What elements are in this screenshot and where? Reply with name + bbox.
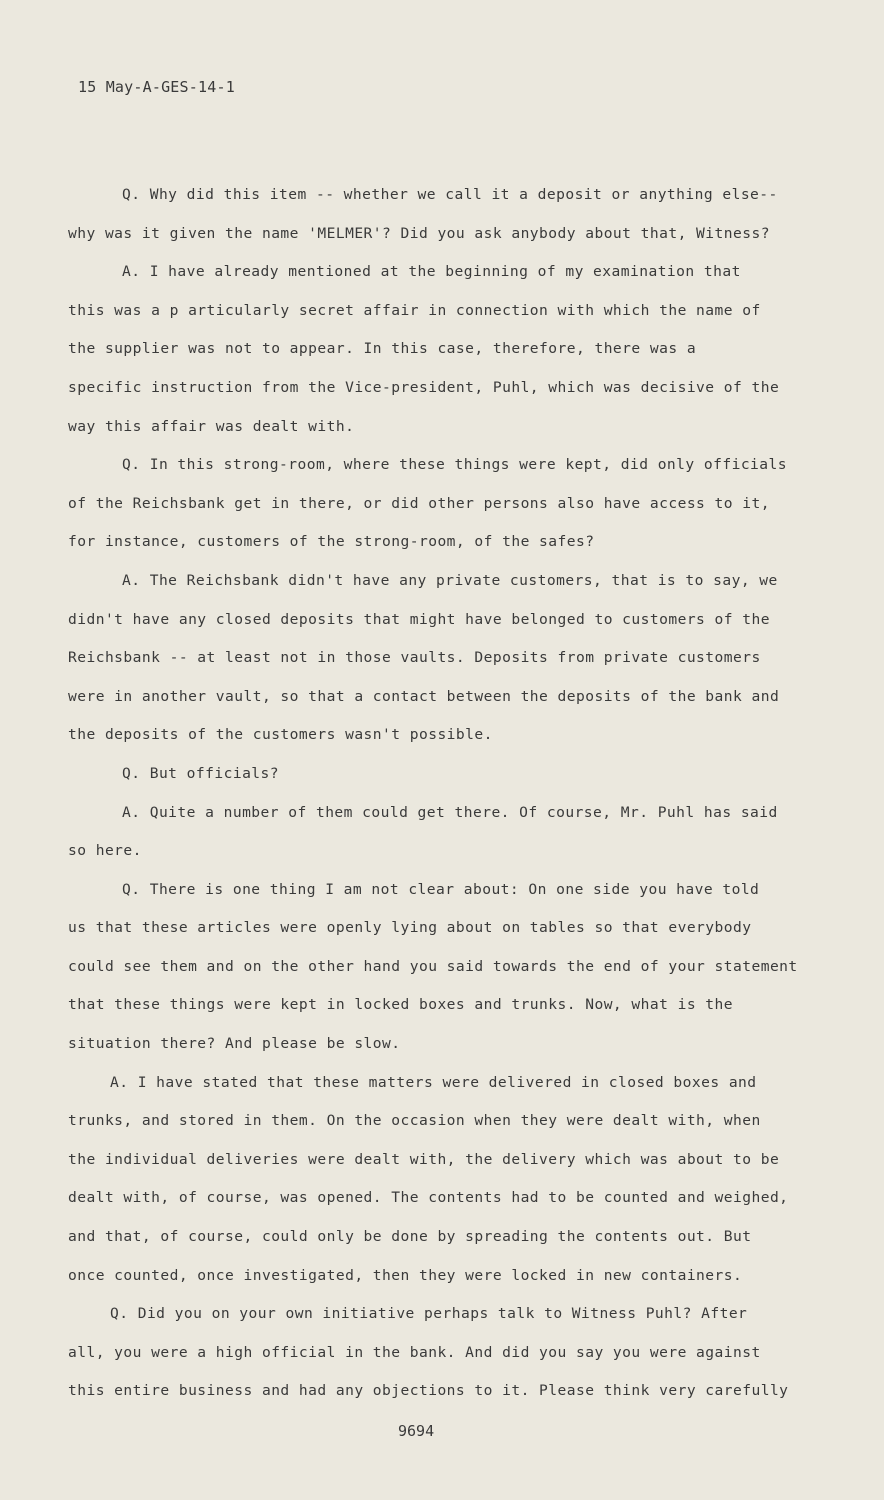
- text-line: A. I have already mentioned at the beginning of my examination that: [122, 263, 741, 281]
- answer-paragraph: [68, 794, 828, 871]
- text-line: all, you were a high official in the bank. And did you say you were against: [68, 1343, 761, 1361]
- text-line: specific instruction from the Vice-president, Puhl, which was decisive of the: [68, 378, 780, 396]
- question-paragraph: [68, 871, 828, 1064]
- text-line: could see them and on the other hand you said towards the end of your statement: [68, 957, 798, 975]
- text-line: Q. In this strong-room, where these things were kept, did only officials: [122, 456, 788, 474]
- text-line: so here.: [68, 842, 142, 860]
- text-line: A. The Reichsbank didn't have any private customers, that is to say, we: [122, 571, 778, 589]
- text-line: Q. Did you on your own initiative perhaps talk to Witness Puhl? After: [110, 1305, 748, 1323]
- answer-paragraph: [68, 253, 828, 446]
- text-line: this entire business and had any objections to it. Please think very carefully: [68, 1382, 789, 1400]
- answer-paragraph: [68, 562, 828, 755]
- text-line: way this affair was dealt with.: [68, 417, 355, 435]
- text-line: Q. But officials?: [122, 764, 280, 782]
- text-line: Q. There is one thing I am not clear about: On one side you have told: [122, 880, 760, 898]
- text-line: why was it given the name 'MELMER'? Did you ask anybody about that, Witness?: [68, 224, 770, 242]
- text-line: us that these articles were openly lying about on tables so that everybody: [68, 919, 752, 937]
- answer-paragraph: [68, 1064, 828, 1296]
- text-line: trunks, and stored in them. On the occasion when they were dealt with, when: [68, 1112, 761, 1130]
- question-paragraph: [68, 176, 828, 253]
- text-line: A. Quite a number of them could get there. Of course, Mr. Puhl has said: [122, 803, 778, 821]
- text-line: the deposits of the customers wasn't possible.: [68, 726, 493, 744]
- transcript-body: [68, 176, 828, 1411]
- text-line: situation there? And please be slow.: [68, 1035, 401, 1053]
- page-number: 9694: [398, 1422, 435, 1440]
- text-line: Q. Why did this item -- whether we call it a deposit or anything else--: [122, 186, 778, 203]
- text-line: didn't have any closed deposits that might have belonged to customers of the: [68, 610, 770, 628]
- text-line: once counted, once investigated, then they were locked in new containers.: [68, 1266, 743, 1284]
- text-line: for instance, customers of the strong-room, of the safes?: [68, 533, 595, 551]
- text-line: were in another vault, so that a contact between the deposits of the bank and: [68, 687, 780, 705]
- text-line: this was a p articularly secret affair in connection with which the name of: [68, 301, 761, 319]
- question-paragraph: [68, 755, 828, 794]
- text-line: the individual deliveries were dealt with, the delivery which was about to be: [68, 1150, 780, 1168]
- text-line: Reichsbank -- at least not in those vaults. Deposits from private customers: [68, 649, 761, 667]
- text-line: A. I have stated that these matters were delivered in closed boxes and: [110, 1073, 757, 1091]
- text-line: dealt with, of course, was opened. The contents had to be counted and weighed,: [68, 1189, 789, 1207]
- document-reference: 15 May-A-GES-14-1: [78, 78, 235, 96]
- text-line: that these things were kept in locked boxes and trunks. Now, what is the: [68, 996, 734, 1014]
- question-paragraph: [68, 1295, 828, 1411]
- text-line: the supplier was not to appear. In this case, therefore, there was a: [68, 340, 697, 358]
- text-line: and that, of course, could only be done by spreading the contents out. But: [68, 1228, 752, 1246]
- question-paragraph: [68, 446, 828, 562]
- text-line: of the Reichsbank get in there, or did other persons also have access to it,: [68, 494, 770, 512]
